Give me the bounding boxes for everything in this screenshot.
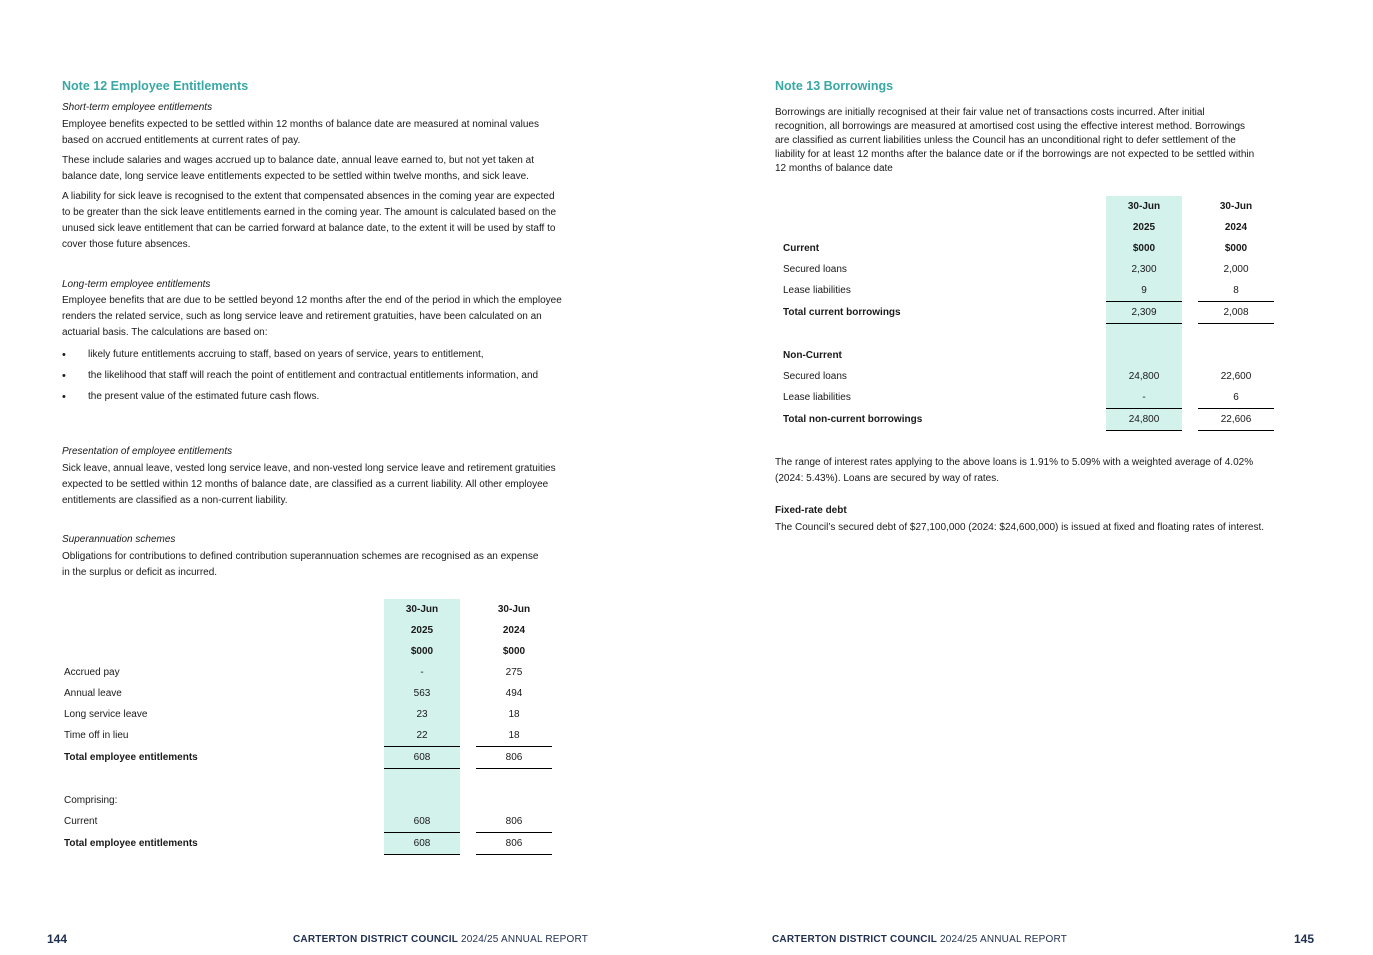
table-row: [781, 387, 1274, 409]
fixed-rate-para: The Council’s secured debt of $27,100,000 (2024: $24,600,000) is issued at fixed and floating rates of interest.: [775, 522, 1265, 533]
bullet-item: • the present value of the estimated future cash flows.: [62, 389, 567, 405]
value-2024: 2,000: [1223, 264, 1249, 275]
page-footer: [772, 934, 1067, 945]
table-header-row: [781, 196, 1274, 217]
footer-org: CARTERTON DISTRICT COUNCIL: [772, 934, 938, 945]
spacer-row: [781, 324, 1274, 346]
superannuation-heading: Superannuation schemes: [62, 534, 176, 545]
page-footer: [293, 934, 588, 945]
col-2025-unit: $000: [1106, 238, 1182, 259]
total-row: [781, 302, 1274, 324]
table-row: [62, 683, 552, 704]
col-2024-year: 2024: [1224, 222, 1248, 233]
borrowings-intro: Borrowings are initially recognised at their fair value net of transactions costs incurred. After initial recognition, all borrowings are measured at amortised cost using the effective interest method. Borrowings are classified as current liabilities unless the Council has an unconditional right to defer settlement of the liability for at least 12 months after the balance date or if the borrowings are not expected to be settled within 12 months of balance date: [775, 107, 1255, 174]
value-2025: 2,300: [1106, 259, 1182, 280]
value-2025: -: [384, 662, 460, 683]
value-2024: 8: [1233, 285, 1239, 296]
total-label: Total employee entitlements: [64, 838, 198, 849]
left-page: [0, 0, 686, 955]
total-2024: 806: [476, 833, 552, 855]
row-label: Current: [64, 816, 98, 828]
row-label: Time off in lieu: [64, 730, 129, 742]
col-2025-year: 2025: [384, 620, 460, 641]
page-number: 144: [47, 932, 68, 946]
total-2025: 2,309: [1106, 302, 1182, 324]
employee-entitlements-table: [62, 599, 552, 855]
long-term-bullets: [62, 347, 567, 410]
value-2025: 608: [384, 811, 460, 833]
table-row: [781, 345, 1274, 366]
value-2024: 275: [505, 667, 523, 678]
table-row: [781, 259, 1274, 280]
value-2024: 494: [505, 688, 523, 699]
total-label: Total current borrowings: [783, 307, 901, 318]
table-row: [62, 704, 552, 725]
superannuation-para: Obligations for contributions to defined contribution superannuation schemes are recognised as an expense in the surplus or deficit as incurred.: [62, 551, 539, 578]
row-label: Lease liabilities: [783, 392, 851, 404]
table-row: [62, 725, 552, 747]
value-2025: 22: [384, 725, 460, 747]
table-header-row: [62, 620, 552, 641]
value-2024: 22,600: [1220, 371, 1252, 382]
note-13-title: Note 13 Borrowings: [775, 79, 894, 93]
total-row: [62, 747, 552, 769]
note-12-title: Note 12 Employee Entitlements: [62, 79, 249, 93]
footer-report: 2024/25 ANNUAL REPORT: [940, 934, 1068, 945]
row-label: Long service leave: [64, 709, 148, 720]
table-header-row: [781, 217, 1274, 238]
value-2025: -: [1106, 387, 1182, 409]
value-2025: 563: [384, 683, 460, 704]
total-2025: 608: [384, 833, 460, 855]
value-2025: 24,800: [1106, 366, 1182, 387]
row-label: Lease liabilities: [783, 285, 851, 297]
row-label: Accrued pay: [64, 667, 120, 678]
presentation-para: Sick leave, annual leave, vested long service leave, and non-vested long service leave and retirement gratuities expected to be settled within 12 months of balance date, are classified as a current liability. All other employee entitlements are classified as a non-current liability.: [62, 463, 556, 506]
col-2024-header: 30-Jun: [1219, 201, 1253, 212]
table-row: [62, 790, 552, 811]
short-term-para-1: Employee benefits expected to be settled within 12 months of balance date are measured at nominal values based on accrued entitlements at current rates of pay.: [62, 119, 539, 146]
right-page: [687, 0, 1373, 955]
short-term-para-2: These include salaries and wages accrued up to balance date, annual leave earned to, but not yet taken at balance date, long service leave entitlements expected to be settled within twelve months, and sick leave.: [62, 155, 534, 182]
total-label: Total non-current borrowings: [783, 414, 923, 425]
total-2024: 806: [476, 747, 552, 769]
noncurrent-section-label: Non-Current: [783, 350, 842, 361]
short-term-heading: Short-term employee entitlements: [62, 102, 213, 113]
interest-rates-para: The range of interest rates applying to the above loans is 1.91% to 5.09% with a weighted average of 4.02% (2024: 5.43%). Loans are secured by way of rates.: [775, 457, 1254, 484]
bullet-item: • likely future entitlements accruing to staff, based on years of service, years to entitlement,: [62, 347, 567, 363]
total-row: [62, 833, 552, 855]
long-term-heading: Long-term employee entitlements: [62, 279, 211, 290]
total-2024: 2,008: [1198, 302, 1274, 324]
col-2025-header: 30-Jun: [1106, 196, 1182, 217]
page-number: 145: [1294, 932, 1315, 946]
footer-org: CARTERTON DISTRICT COUNCIL: [293, 934, 459, 945]
total-label: Total employee entitlements: [64, 752, 198, 763]
col-2025-unit: $000: [384, 641, 460, 662]
bullet-item: • the likelihood that staff will reach the point of entitlement and contractual entitlements information, and: [62, 368, 567, 384]
comprising-label: Comprising:: [64, 795, 118, 806]
table-row: [62, 662, 552, 683]
col-2024-unit: $000: [502, 646, 526, 657]
fixed-rate-heading: Fixed-rate debt: [775, 505, 847, 516]
short-term-para-3: A liability for sick leave is recognised to the extent that compensated absences in the coming year are expected to be greater than the sick leave entitlements earned in the coming year. The amount is calculated based on the unused sick leave entitlement that can be carried forward at balance date, to the extent it will be used by staff to cover those future absences.: [62, 191, 557, 250]
table-row: [62, 811, 552, 833]
long-term-para-1: Employee benefits that are due to be settled beyond 12 months after the end of the period in which the employee renders the related service, such as long service leave and retirement gratuities, have been calculated on an actuarial basis. The calculations are based on:: [62, 295, 562, 338]
col-2025-header: 30-Jun: [384, 599, 460, 620]
row-label: Secured loans: [783, 264, 847, 275]
col-2025-year: 2025: [1106, 217, 1182, 238]
footer-report: 2024/25 ANNUAL REPORT: [461, 934, 589, 945]
value-2024: 6: [1233, 392, 1239, 403]
total-2025: 24,800: [1106, 409, 1182, 431]
table-header-row: [62, 599, 552, 620]
value-2025: 23: [384, 704, 460, 725]
value-2025: 9: [1106, 280, 1182, 302]
col-2024-unit: $000: [1224, 243, 1248, 254]
col-2024-header: 30-Jun: [497, 604, 531, 615]
table-header-row: [781, 238, 1274, 259]
table-row: [781, 366, 1274, 387]
spacer-row: [62, 769, 552, 791]
total-2025: 608: [384, 747, 460, 769]
row-label: Annual leave: [64, 688, 122, 699]
table-header-row: [62, 641, 552, 662]
row-label: Secured loans: [783, 371, 847, 382]
value-2024: 18: [508, 709, 520, 720]
value-2024: 18: [508, 730, 520, 741]
col-2024-year: 2024: [502, 625, 526, 636]
presentation-heading: Presentation of employee entitlements: [62, 446, 233, 457]
value-2024: 806: [505, 816, 523, 827]
total-row: [781, 409, 1274, 431]
table-row: [781, 280, 1274, 302]
borrowings-table: [781, 196, 1274, 431]
current-section-label: Current: [783, 243, 820, 254]
total-2024: 22,606: [1198, 409, 1274, 431]
